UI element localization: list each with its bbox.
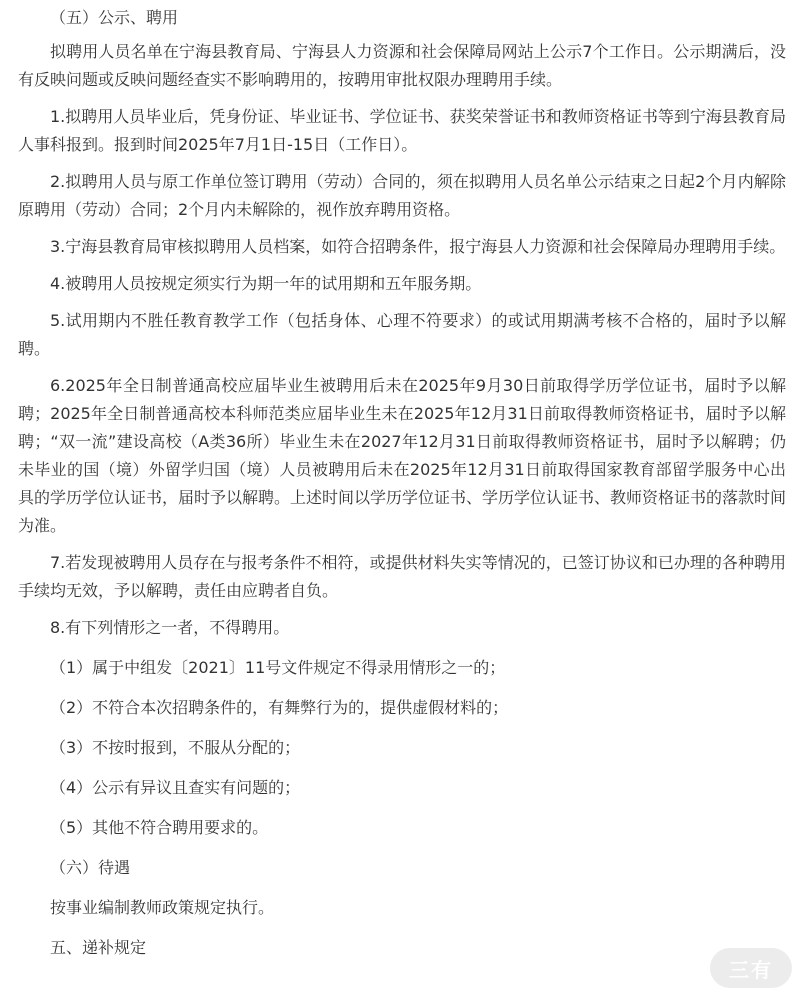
watermark-logo — [710, 948, 792, 988]
item-5-paragraph: 5.试用期内不胜任教育教学工作（包括身体、心理不符要求）的或试用期满考核不合格的，届时予以解聘。 — [18, 311, 786, 358]
item-1-paragraph: 1.拟聘用人员毕业后，凭身份证、毕业证书、学位证书、获奖荣誉证书和教师资格证书等到宁海县教育局人事科报到。报到时间2025年7月1日-15日（工作日）。 — [18, 107, 786, 154]
benefits-paragraph: 按事业编制教师政策规定执行。 — [50, 898, 275, 917]
sub-item-3: （3）不按时报到，不服从分配的； — [50, 738, 301, 757]
sub-item-1: （1）属于中组发〔2021〕11号文件规定不得录用情形之一的； — [50, 658, 506, 677]
section-heading-supplement: 五、递补规定 — [50, 938, 147, 957]
sub-item-4: （4）公示有异议且查实有问题的； — [50, 778, 301, 797]
section-heading-publicity: （五）公示、聘用 — [50, 8, 179, 27]
item-7-paragraph: 7.若发现被聘用人员存在与报考条件不相符，或提供材料失实等情况的，已签订协议和已办理的各种聘用手续均无效，予以解聘，责任由应聘者自负。 — [18, 553, 786, 600]
item-3-paragraph: 3.宁海县教育局审核拟聘用人员档案，如符合招聘条件，报宁海县人力资源和社会保障局办理聘用手续。 — [50, 237, 786, 256]
intro-paragraph: 拟聘用人员名单在宁海县教育局、宁海县人力资源和社会保障局网站上公示7个工作日。公示期满后，没有反映问题或反映问题经查实不影响聘用的，按聘用审批权限办理聘用手续。 — [18, 42, 786, 89]
item-4-paragraph: 4.被聘用人员按规定须实行为期一年的试用期和五年服务期。 — [50, 274, 482, 293]
item-2-paragraph: 2.拟聘用人员与原工作单位签订聘用（劳动）合同的，须在拟聘用人员名单公示结束之日起2个月内解除原聘用（劳动）合同；2个月内未解除的，视作放弃聘用资格。 — [18, 172, 786, 219]
sub-item-2: （2）不符合本次招聘条件的，有舞弊行为的，提供虚假材料的； — [50, 698, 509, 717]
item-6-paragraph: 6.2025年全日制普通高校应届毕业生被聘用后未在2025年9月30日前取得学历学位证书，届时予以解聘；2025年全日制普通高校本科师范类应届毕业生未在2025年12月31日前取得教师资格证书，届时予以解聘；“双一流”建设高校（A类36所）毕业生未在2027年12月31日前取得教师资格证书，届时予以解聘；仍未毕业的国（境）外留学归国（境）人员被聘用后未在2025年12月31日前取得国家教育部留学服务中心出具的学历学位认证书，届时予以解聘。上述时间以学历学位证书、学历学位认证书、教师资格证书的落款时间为准。 — [18, 376, 787, 535]
section-heading-benefits: （六）待遇 — [50, 858, 131, 877]
watermark-text: 三有 — [729, 957, 773, 982]
item-8-paragraph: 8.有下列情形之一者，不得聘用。 — [50, 618, 290, 637]
sub-item-5: （5）其他不符合聘用要求的。 — [50, 818, 269, 837]
